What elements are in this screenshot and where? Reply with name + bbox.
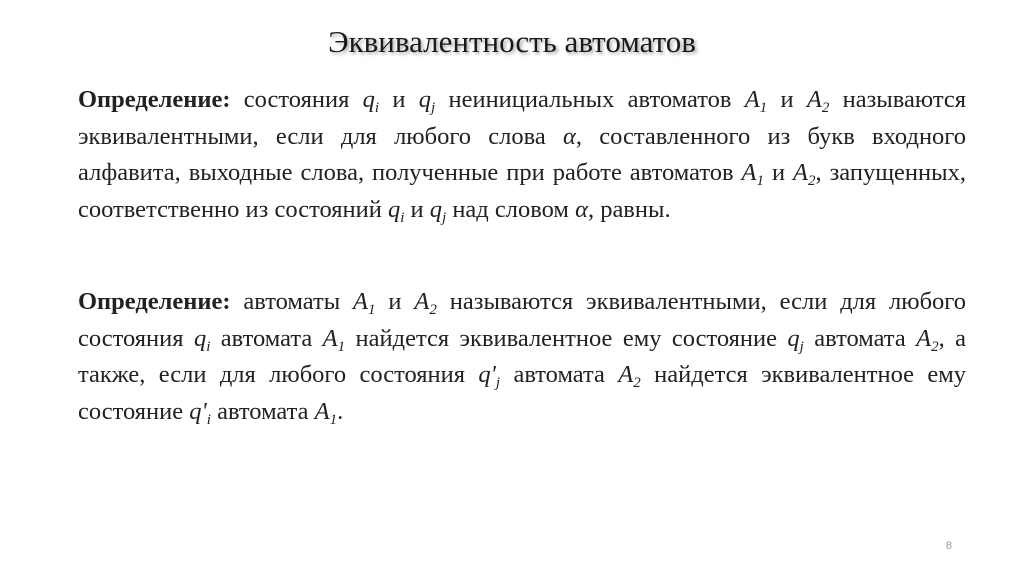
text-run: автомата (803, 324, 917, 352)
text-run: над словом (446, 195, 576, 223)
subscript: j (495, 375, 501, 391)
subscript: 1 (337, 338, 346, 355)
subscript: j (442, 209, 447, 226)
variable: A (414, 288, 430, 315)
variable: q' (189, 397, 207, 425)
variable: A (916, 324, 932, 352)
text-run: найдется эквивалентное ему состояние (78, 361, 966, 425)
definition-paragraph-2 (78, 284, 966, 430)
subscript: 2 (633, 375, 641, 391)
text-run: и (764, 159, 794, 186)
variable: α (575, 195, 588, 223)
definition-label: Определение: (78, 86, 231, 113)
subscript: j (799, 338, 804, 355)
variable: A (793, 159, 809, 186)
text-run: автоматы (230, 288, 354, 315)
slide-title: Эквивалентность автоматов (328, 24, 696, 59)
text-run: , а также, если для любого состояния (78, 324, 966, 388)
text-run: и (404, 195, 430, 223)
subscript: 1 (756, 173, 764, 189)
text-run: и (767, 86, 807, 113)
text-run: . (337, 397, 344, 425)
subscript: 1 (368, 302, 376, 318)
definition-label: Определение: (78, 288, 231, 315)
text-run: и (375, 288, 415, 315)
variable: q (787, 324, 800, 352)
variable: q (362, 86, 375, 113)
variable: q (193, 324, 207, 352)
text-run: состояния (230, 86, 363, 113)
variable: A (314, 397, 330, 425)
page-number: 8 (945, 540, 952, 552)
variable: q' (478, 361, 496, 388)
text-run: автомата (210, 397, 315, 425)
variable: A (741, 159, 757, 186)
variable: A (353, 288, 369, 315)
subscript: 1 (329, 411, 338, 428)
subscript: i (374, 100, 380, 116)
subscript: 1 (759, 100, 768, 116)
subscript: 2 (429, 302, 437, 318)
text-run: , составленного из букв входного алфавита, выходные слова, полученные при работе автоматов (78, 122, 966, 186)
text-run: неинициальных автоматов (435, 86, 745, 113)
subscript: i (206, 411, 211, 428)
subscript: 2 (821, 100, 830, 116)
variable: A (744, 86, 760, 113)
variable: q (429, 195, 443, 223)
subscript: 2 (931, 338, 939, 355)
variable: α (563, 122, 576, 150)
text-run: называются эквивалентными, если для любого состояния (78, 288, 966, 352)
text-run: , равны. (587, 195, 671, 223)
text-run: и (379, 86, 419, 113)
definition-paragraph-1 (78, 82, 966, 228)
subscript: i (400, 209, 405, 226)
text-run: называются эквивалентными, если для любого слова (78, 86, 966, 150)
variable: A (618, 361, 634, 388)
variable: A (322, 324, 338, 352)
subscript: j (431, 100, 436, 116)
text-run: автомата (500, 361, 619, 388)
subscript: i (206, 338, 211, 355)
text-run: автомата (210, 324, 323, 352)
subscript: 2 (808, 173, 816, 189)
variable: q (387, 195, 401, 223)
variable: A (806, 86, 822, 113)
text-run: найдется эквивалентное ему состояние (345, 324, 788, 352)
variable: q (418, 86, 432, 113)
text-run: , запущенных, соответственно из состояний (78, 159, 966, 223)
